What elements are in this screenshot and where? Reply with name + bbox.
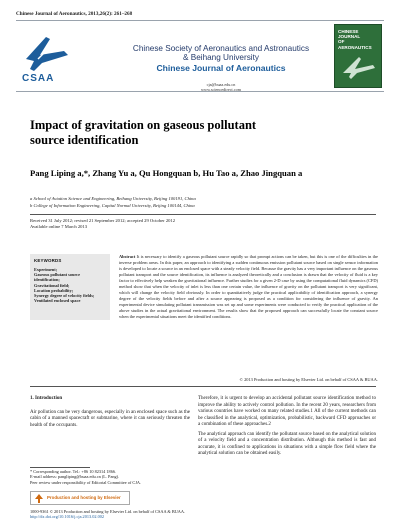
airplane-logo-icon (20, 29, 72, 75)
section-heading-introduction: 1. Introduction (30, 396, 63, 401)
elsevier-label: Production and hosting by Elsevier (47, 495, 121, 500)
journal-website[interactable]: www.sciencedirect.com (201, 87, 241, 92)
keyword-item: Ventilated enclosed space (34, 298, 81, 304)
article-dates (30, 218, 370, 230)
author-list: Pang Liping a,*, Zhang Yu a, Qu Hongquan b, Hu Tao a, Zhao Jingquan a (30, 168, 303, 178)
body-paragraph: Therefore, it is urgent to develop an accidental pollutant source identification method to improve the ability to actively control pollution. In the recent 20 years, researchers from various countries have worked on many related studies.1 All of the current methods can be classified in the analytical, optimization, probabilistic, backward CFD approaches or a combination of these approaches.2 (198, 396, 376, 427)
body-paragraph: The analytical approach can identify the pollutant source based on the analytical solution of a velocity field and a concentration distribution. Although this method is fast and accurate, it is confined to applications in situations with a simple flow field where the analytical solution can be obtained easily. (198, 431, 376, 456)
journal-email[interactable]: cja@buaa.edu.cn (206, 82, 236, 87)
email-note[interactable]: E-mail address: pangliping@buaa.edu.cn (L. Pang). (30, 474, 120, 480)
society-line-2: & Beihang University (183, 53, 259, 62)
journal-cover-thumbnail (334, 24, 382, 88)
abstract-copyright: © 2013 Production and hosting by Elsevier Ltd. on behalf of CSAA & BUAA. (239, 377, 378, 382)
footnotes (30, 469, 190, 485)
abstract-label: Abstract (119, 254, 136, 259)
journal-contacts (96, 82, 346, 92)
csaa-logo-text: CSAA (22, 73, 55, 84)
article-title-line-1: Impact of gravitation on gaseous pollutant (30, 118, 257, 132)
article-title (30, 118, 370, 147)
keywords-box (30, 254, 110, 320)
cover-title-line-4: AERONAUTICS (338, 44, 372, 50)
corresponding-author-note: * Corresponding author. Tel.: +86 10 82314 1866. (30, 469, 117, 474)
society-name (96, 44, 346, 62)
affiliation-a: a School of Aviation Science and Engineering, Beihang University, Beijing 100191, China (30, 196, 196, 201)
abstract-text: It is necessary to identify a gaseous pollutant source rapidly so that prompt actions can be taken, but this is one of the difficulties in the inverse problem areas. In this paper, an approach to identifying a sudden continuous emission pollutant source based on single sensor information is developed to locate a source in an enclosed space with a steady velocity field. Because the gravity has a very important influence on the gaseous pollutant transport and the source identification, its influence is analyzed theoretically and a conclusion is drawn that the velocity of fluid is a key factor to effectively help weaken the gravitational influence. Further studies for a given 2-D case by using the computational fluid dynamics (CFD) method show that when the velocity of inlet is less than one certain value, the influence of gravity on the pollutant transport is very significant, which will change the velocity field obviously. In order to quantitatively judge the practical applicability of identification approach, a synergy degree of the velocity fields before and after a source appearing is proposed as a condition for considering the influence of gravity. An experimental device simulating pollutant transmission was set up and some experiments were conducted to verify the practical application of the above studies in the actual gravitational environment. The results show that the proposed approach can successfully locate the constant source when the experimental situations meet the identified conditions. (119, 254, 378, 320)
cover-artwork-icon (341, 51, 377, 81)
society-line-1: Chinese Society of Aeronautics and Astronautics (132, 44, 310, 53)
keyword-item: Synergy degree of velocity fields; (34, 293, 95, 299)
journal-reference: Chinese Journal of Aeronautics, 2013,26(2): 261–268 (16, 11, 133, 17)
body-column-left (30, 396, 190, 432)
keyword-item: Gravitational field; (34, 282, 70, 288)
bottom-reference (30, 509, 376, 520)
peer-review-note: Peer review under responsibility of Editorial Committee of CJA. (30, 479, 142, 485)
issn-line: 1000-9361 © 2013 Production and hosting by Elsevier Ltd. on behalf of CSAA & BUAA. (30, 509, 186, 514)
journal-title: Chinese Journal of Aeronautics (156, 63, 286, 73)
elsevier-badge (30, 491, 130, 505)
keyword-item: Location probability; (34, 287, 74, 293)
article-title-line-2: source identification (30, 132, 139, 147)
footnote-divider (30, 467, 90, 468)
received-dates: Received 31 July 2012; revised 21 September 2012; accepted 29 October 2012 (30, 218, 176, 223)
elsevier-tree-icon (34, 494, 44, 503)
body-column-right (198, 396, 376, 461)
divider (30, 214, 376, 215)
cover-title-line-1: CHINESE (338, 29, 359, 34)
affiliation-b: b College of Information Engineering, Capital Normal University, Beijing 100144, China (30, 203, 195, 208)
divider (30, 386, 376, 387)
cover-title-line-2: JOURNAL (338, 34, 361, 40)
available-online: Available online 7 March 2013 (30, 224, 88, 230)
keyword-item: Gaseous pollutant source identification; (34, 272, 80, 283)
abstract (119, 254, 378, 321)
keywords-heading: KEYWORDS (34, 258, 62, 263)
body-paragraph: Air pollution can be very dangerous, especially in an enclosed space such as the cabin of a manned spacecraft or submarine, where it can seriously threaten the health of the occupants. (30, 409, 190, 428)
cover-title (338, 29, 380, 50)
cover-title-line-3: OF (338, 39, 345, 45)
journal-header (16, 20, 384, 92)
keyword-item: Experiment; (34, 267, 58, 272)
doi-link[interactable]: http://dx.doi.org/10.1016/j.cja.2013.02.002 (30, 514, 105, 520)
